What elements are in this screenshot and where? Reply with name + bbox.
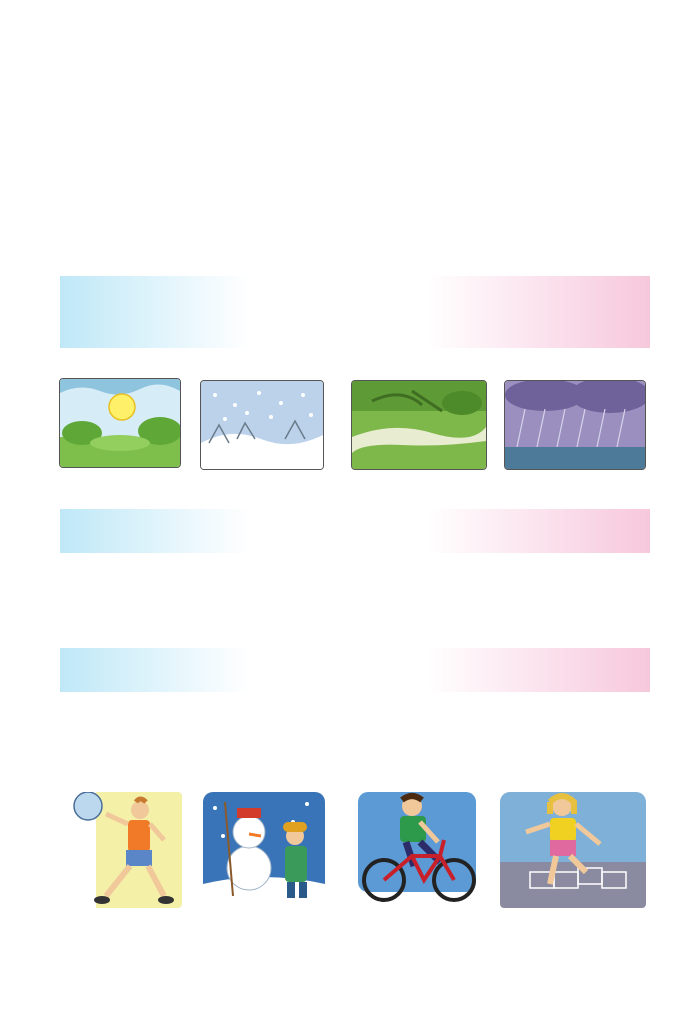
section-1-band xyxy=(60,276,650,348)
footer-banner xyxy=(0,970,700,1010)
decorative-top-border xyxy=(0,4,700,30)
summer-sun-picture xyxy=(59,378,181,468)
autumn-rain-picture xyxy=(504,380,646,470)
decorative-left-border xyxy=(0,40,40,970)
section-3-band xyxy=(60,648,650,692)
section-2-band xyxy=(60,509,650,553)
spring-river-picture xyxy=(351,380,487,470)
snowman-winter-picture xyxy=(203,792,325,908)
winter-snow-picture xyxy=(200,380,324,470)
boy-cycling-picture xyxy=(350,792,484,908)
boy-playing-ball-picture xyxy=(66,792,182,908)
girl-hopscotch-picture xyxy=(500,792,646,908)
